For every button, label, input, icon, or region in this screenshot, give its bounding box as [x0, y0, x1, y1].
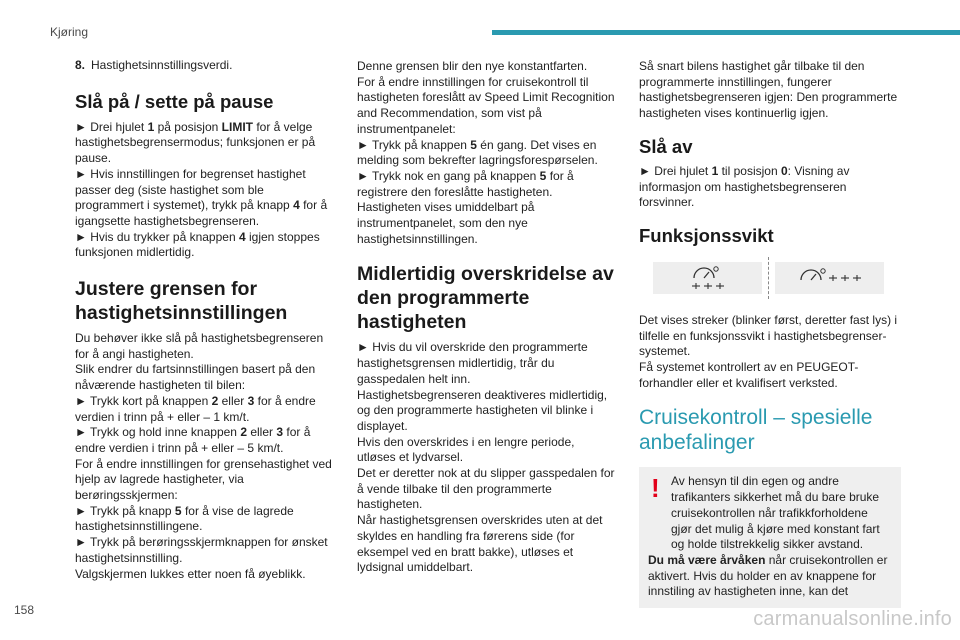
page-number: 158	[14, 603, 35, 617]
paragraph: Det vises streker (blinker først, deretter fast lys) i tilfelle en funksjonssvikt i hastighetsbegrenser-systemet.	[639, 312, 898, 359]
paragraph: ► Hvis du vil overskride den programmerte hastighetsgrensen midlertidig, trår du gasspedalen helt inn.	[357, 340, 588, 386]
malfunction-display-icons	[653, 257, 901, 299]
section-heading-malfunction: Funksjonssvikt	[639, 224, 774, 246]
paragraph: Slik endrer du fartsinnstillingen basert på den nåværende hastigheten til bilen:	[75, 362, 316, 393]
header-title: Kjøring	[50, 25, 89, 39]
paragraph: Når hastighetsgrensen overskrides uten at det skyldes en handling fra førerens side (for eksempel ved en bratt bakke), utløses et lydsignal umiddelbart.	[357, 513, 603, 575]
paragraph: For å endre innstillingen for cruisekontroll til hastigheten foreslått av Speed Limit Recognition and Recommendation, som vist på instrumentpanelet:	[357, 74, 615, 136]
warning-box	[639, 467, 901, 608]
paragraph: ► Trykk og hold inne knappen 2 eller 3 for å endre verdien i trinn på + eller – 5 km/t.	[75, 425, 311, 455]
paragraph: ► Trykk nok en gang på knappen 5 for å registrere den foreslåtte hastigheten.	[357, 168, 574, 199]
paragraph: Hvis den overskrides i en lengre periode, utløses et lydvarsel.	[357, 434, 575, 465]
column-3	[639, 59, 901, 608]
paragraph: ► Trykk på knapp 5 for å vise de lagrede hastighetsinnstillingene.	[75, 503, 294, 534]
paragraph: ► Trykk på knappen 5 én gang. Det vises en melding som bekrefter lagringsforespørselen.	[357, 137, 598, 168]
speed-limiter-dashes-icon	[653, 262, 762, 294]
column-2	[357, 59, 615, 576]
warning-text: Av hensyn til din egen og andre trafikanters sikkerhet må du bare bruke cruisekontrollen når trafikkforholdene gjør det mulig å kjøre med konstant fart og holde tilstrekkelig sikker avstand.	[671, 474, 880, 552]
paragraph: Denne grensen blir den nye konstantfarten.	[357, 59, 588, 73]
cruise-control-dashes-icon	[775, 262, 884, 294]
paragraph: For å endre innstillingen for grensehastighet ved hjelp av lagrede hastigheter, via berøringsskjermen:	[75, 456, 332, 503]
section-heading-temporary-override: Midlertidig overskridelse av den programmerte hastigheten	[357, 263, 614, 334]
section-heading-cruise-recommendations: Cruisekontroll – spesielle anbefalinger	[639, 406, 873, 455]
paragraph: Så snart bilens hastighet går tilbake til den programmerte innstillingen, fungerer hastighetsbegrenseren igjen: Den programmerte hastigheten vises kontinuerlig igjen.	[639, 59, 898, 121]
paragraph: Hastigheten vises umiddelbart på instrumentpanelet, som den nye hastighetsinnstillingen.	[357, 200, 535, 246]
paragraph: ► Trykk på berøringsskjermknappen for ønsket hastighetsinnstilling.	[75, 535, 328, 565]
paragraph: ► Trykk kort på knappen 2 eller 3 for å endre verdien i trinn på + eller – 1 km/t.	[75, 393, 316, 424]
watermark: carmanualsonline.info	[753, 608, 952, 630]
legend-item-8	[75, 58, 333, 74]
paragraph: Valgskjermen lukkes etter noen få øyeblikk.	[75, 566, 306, 581]
paragraph: Få systemet kontrollert av en PEUGEOT-forhandler eller et kvalifisert verksted.	[639, 360, 859, 390]
paragraph: ► Hvis du trykker på knappen 4 igjen stoppes funksjonen midlertidig.	[75, 229, 320, 260]
warning-text: Du må være årvåken når cruisekontrollen er aktivert. Hvis du holder en av knappene for innstiling av hastigheten inne, kan det	[648, 552, 888, 599]
paragraph: Du behøver ikke slå på hastighetsbegrenseren for å angi hastigheten.	[75, 331, 324, 361]
paragraph: Det er deretter nok at du slipper gasspedalen for å vende tilbake til den programmerte hastigheten.	[357, 466, 615, 512]
legend-item-text: Hastighetsinnstillingsverdi.	[91, 58, 233, 72]
paragraph: Hastighetsbegrenseren deaktiveres midlertidig, og den programmerte hastigheten vil blinke i displayet.	[357, 387, 608, 433]
paragraph: ► Drei hjulet 1 til posisjon 0: Visning av informasjon om hastighetsbegrenseren forsvinner.	[639, 163, 850, 210]
column-1	[75, 56, 333, 582]
icon-divider	[768, 257, 769, 299]
header-accent-bar	[492, 30, 960, 35]
exclamation-warning-icon: !	[651, 473, 660, 504]
paragraph: ► Hvis innstillingen for begrenset hastighet passer deg (siste hastighet som ble programmert i systemet), trykk på knapp 4 for å igangsette hastighetsbegrenseren.	[75, 166, 328, 228]
legend-item-number: 8.	[75, 58, 86, 72]
section-heading-turn-off: Slå av	[639, 135, 693, 157]
paragraph: ► Drei hjulet 1 på posisjon LIMIT for å velge hastighetsbegrensermodus; funksjonen er på pause.	[75, 119, 316, 166]
section-heading-adjust-limit: Justere grensen for hastighetsinnstillingen	[75, 278, 288, 325]
section-heading-turn-on: Slå på / sette på pause	[75, 90, 274, 112]
